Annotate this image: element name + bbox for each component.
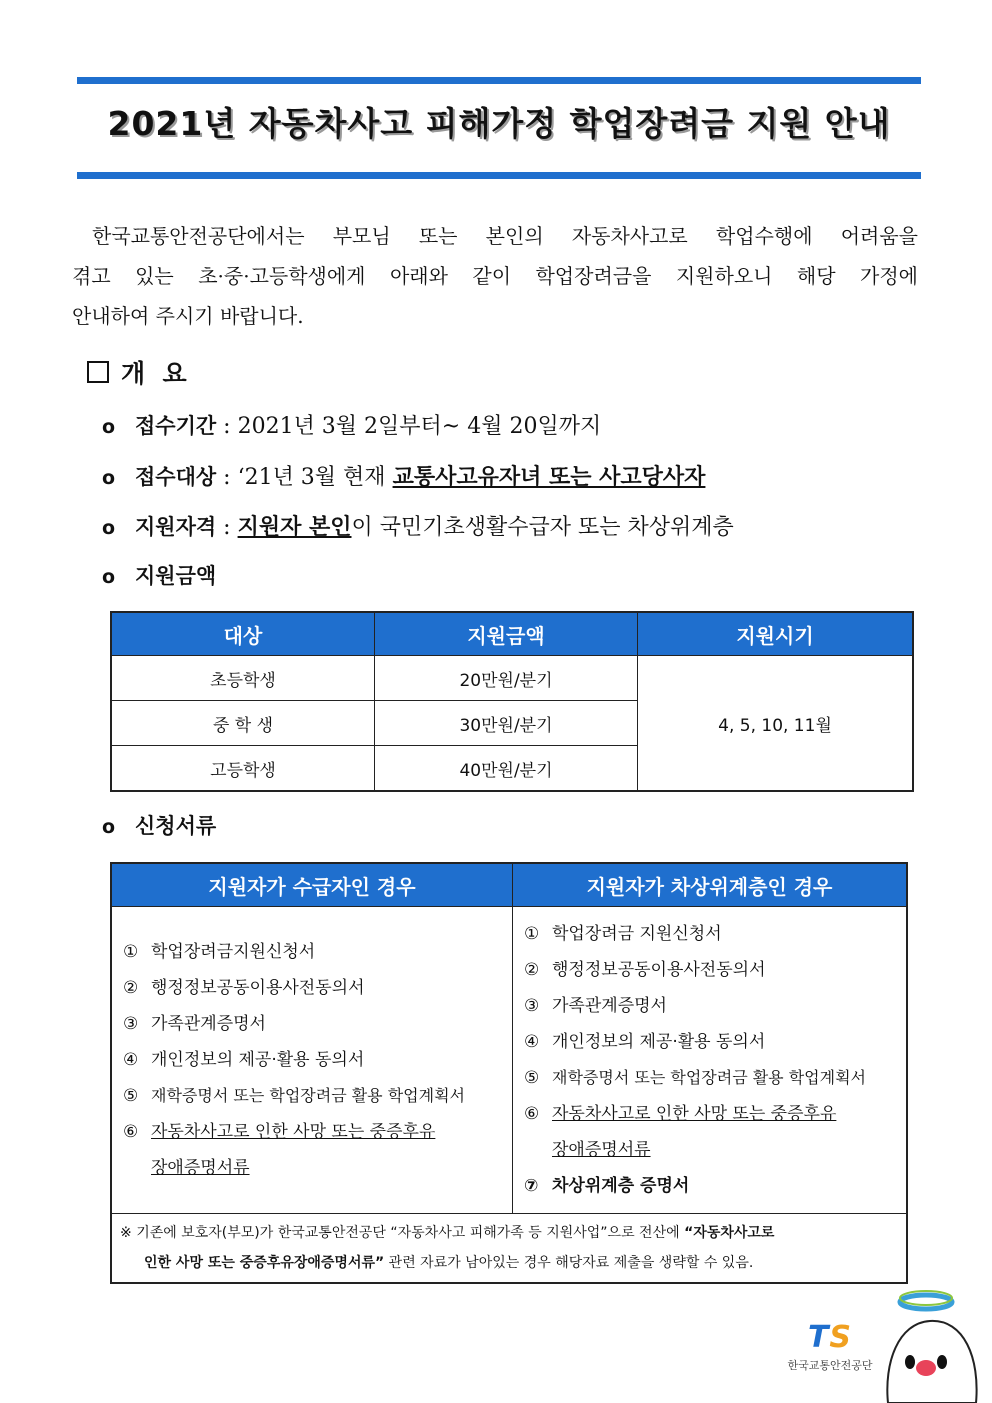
list-item: ③ 가족관계증명서 (524, 996, 667, 1016)
amount-table (110, 611, 914, 792)
target-emphasis: 교통사고유자녀 또는 사고당사자 (392, 465, 706, 490)
colon: : (223, 515, 231, 540)
section-heading (87, 354, 187, 390)
qualification-rest: 이 국민기초생활수급자 또는 차상위계층 (351, 515, 734, 540)
list-item: 장애증명서류 (552, 1140, 651, 1160)
list-item: ⑤ 재학증명서 또는 학업장려금 활용 학업계획서 (524, 1068, 867, 1088)
row-amount: 30만원/분기 (375, 701, 638, 746)
target-prefix: ‘21년 3월 현재 (237, 465, 386, 490)
note-line-2: 인한 사망 또는 중증후유장애증명서류” 관련 자료가 남아있는 경우 해당자료 제출을 생략할 수 있음. (144, 1255, 754, 1271)
note-line-1: ※ 기존에 보호자(부모)가 한국교통안전공단 “자동차사고 피해가족 등 지원사업”으로 전산에 “자동차사고로 (120, 1225, 775, 1241)
list-item: 장애증명서류 (151, 1158, 250, 1178)
bullet-icon: o (102, 467, 116, 489)
header-near-poverty: 지원자가 차상위계층인 경우 (513, 863, 908, 907)
note-row (111, 1214, 907, 1284)
list-item: ⑥ 자동차사고로 인한 사망 또는 중증후유 (524, 1104, 837, 1124)
amount-item (102, 560, 216, 590)
period-value: 2021년 3월 2일부터~ 4월 20일까지 (237, 414, 602, 439)
docs-row (111, 907, 907, 1214)
row-amount: 40만원/분기 (375, 746, 638, 792)
qualification-emphasis: 지원자 본인 (237, 515, 352, 540)
bullet-icon: o (102, 816, 116, 838)
period-label: 접수기간 (135, 414, 217, 438)
list-item: ④ 개인정보의 제공·활용 동의서 (123, 1050, 365, 1070)
intro-paragraph (72, 216, 918, 336)
list-item: ⑥ 자동차사고로 인한 사망 또는 중증후유 (123, 1122, 436, 1142)
row-target: 초등학생 (111, 656, 375, 701)
list-item: ③ 가족관계증명서 (123, 1014, 266, 1034)
recipient-docs-list (113, 926, 511, 1194)
colon: : (223, 465, 231, 490)
intro-line-3: 안내하여 주시기 바랍니다. (72, 304, 304, 328)
row-amount: 20만원/분기 (375, 656, 638, 701)
target-label: 접수대상 (135, 465, 217, 489)
bottom-rule (77, 172, 921, 179)
row-target: 고등학생 (111, 746, 375, 792)
ts-logo (780, 1320, 880, 1370)
top-rule (77, 77, 921, 84)
near-poverty-docs-cell (513, 907, 908, 1214)
page-title: 2021년 자동차사고 피해가정 학업장려금 지원 안내 (107, 104, 891, 143)
table-header-row (111, 612, 913, 656)
near-poverty-docs-list (514, 908, 905, 1212)
qualification-item (102, 510, 734, 541)
mascot-icon (880, 1288, 992, 1403)
list-item: ④ 개인정보의 제공·활용 동의서 (524, 1032, 766, 1052)
list-item: ⑦ 차상위계층 증명서 (524, 1176, 690, 1196)
header-timing: 지원시기 (638, 612, 914, 656)
docs-table (110, 862, 908, 1284)
note-mark: ※ (120, 1225, 132, 1241)
header-recipient: 지원자가 수급자인 경우 (111, 863, 513, 907)
timing-cell: 4, 5, 10, 11월 (638, 656, 914, 792)
list-item: ① 학업장려금 지원신청서 (524, 924, 722, 944)
docs-item (102, 810, 216, 840)
ts-logo-text: 한국교통안전공단 (787, 1359, 873, 1372)
table-header-row (111, 863, 907, 907)
row-target: 중 학 생 (111, 701, 375, 746)
bullet-icon: o (102, 517, 116, 539)
recipient-docs-cell (111, 907, 513, 1214)
ts-logo-mark: TS (807, 1320, 853, 1355)
header-amount: 지원금액 (375, 612, 638, 656)
intro-line-2: 겪고 있는 초·중·고등학생에게 아래와 같이 학업장려금을 지원하오니 해당 가정에 (72, 264, 918, 288)
intro-line-1: 한국교통안전공단에서는 부모님 또는 본인의 자동차사고로 학업수행에 어려움을 (92, 224, 918, 248)
header-target: 대상 (111, 612, 375, 656)
checkbox-square-icon (87, 361, 109, 383)
bullet-icon: o (102, 416, 116, 438)
colon: : (223, 414, 231, 439)
list-item: ① 학업장려금지원신청서 (123, 942, 316, 962)
section-heading-label: 개 요 (121, 359, 187, 388)
bullet-icon: o (102, 566, 116, 588)
list-item: ② 행정정보공동이용사전동의서 (524, 960, 766, 980)
amount-label: 지원금액 (135, 564, 217, 588)
docs-label: 신청서류 (135, 814, 217, 838)
period-item (102, 409, 601, 440)
target-item (102, 460, 705, 491)
list-item: ⑤ 재학증명서 또는 학업장려금 활용 학업계획서 (123, 1086, 466, 1106)
list-item: ② 행정정보공동이용사전동의서 (123, 978, 365, 998)
table-row (111, 656, 913, 701)
qualification-label: 지원자격 (135, 515, 217, 539)
note-cell (111, 1214, 907, 1284)
